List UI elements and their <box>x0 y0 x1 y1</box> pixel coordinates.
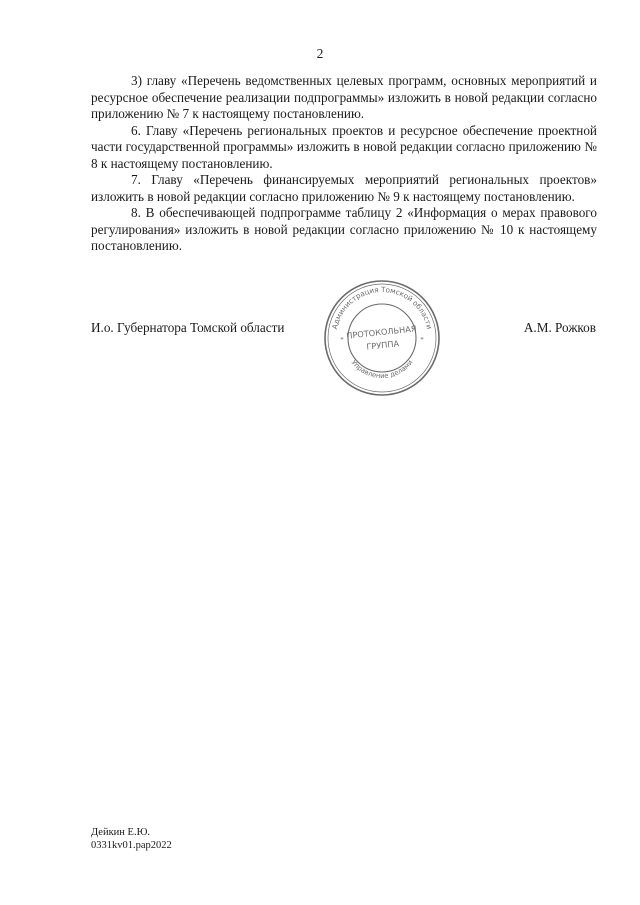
paragraph-item-6: 6. Главу «Перечень региональных проектов и ресурсное обеспечение проектной части государственной программы» изложить в новой редакции согласно приложению № 8 к настоящему постановлению. <box>91 122 597 171</box>
paragraph-item-3: 3) главу «Перечень ведомственных целевых программ, основных мероприятий и ресурсное обеспечение реализации подпрограммы» изложить в новой редакции согласно приложению № 7 к настоящему постановлению. <box>91 73 597 121</box>
signatory-name: А.М. Рожков <box>523 320 596 335</box>
stamp-star-right-icon: * <box>420 336 424 344</box>
page-number: 2 <box>316 46 324 61</box>
stamp-center-line1: ПРОТОКОЛЬНАЯ <box>345 323 417 341</box>
stamp-star-left-icon: * <box>340 336 344 344</box>
document-footer <box>91 826 172 852</box>
footer-author: Дейкин Е.Ю. <box>91 827 150 838</box>
footer-doc-code: 0331kv01.pap2022 <box>91 840 172 851</box>
official-seal-stamp <box>322 278 442 398</box>
paragraph-item-7: 7. Главу «Перечень финансируемых мероприятий региональных проектов» изложить в новой редакции согласно приложению № 9 к настоящему постановлению. <box>91 172 597 204</box>
signatory-position: И.о. Губернатора Томской области <box>91 320 285 335</box>
document-body <box>91 73 597 255</box>
stamp-ring-top-text: Администрация Томской области <box>329 284 435 331</box>
stamp-center-line2: ГРУППА <box>365 338 400 352</box>
paragraph-item-8: 8. В обеспечивающей подпрограмме таблицу 2 «Информация о мерах правового регулирования» изложить в новой редакции согласно приложению № 10 к настоящему постановлению. <box>91 205 597 253</box>
stamp-ring-bottom-text: Управление делами <box>349 358 415 381</box>
